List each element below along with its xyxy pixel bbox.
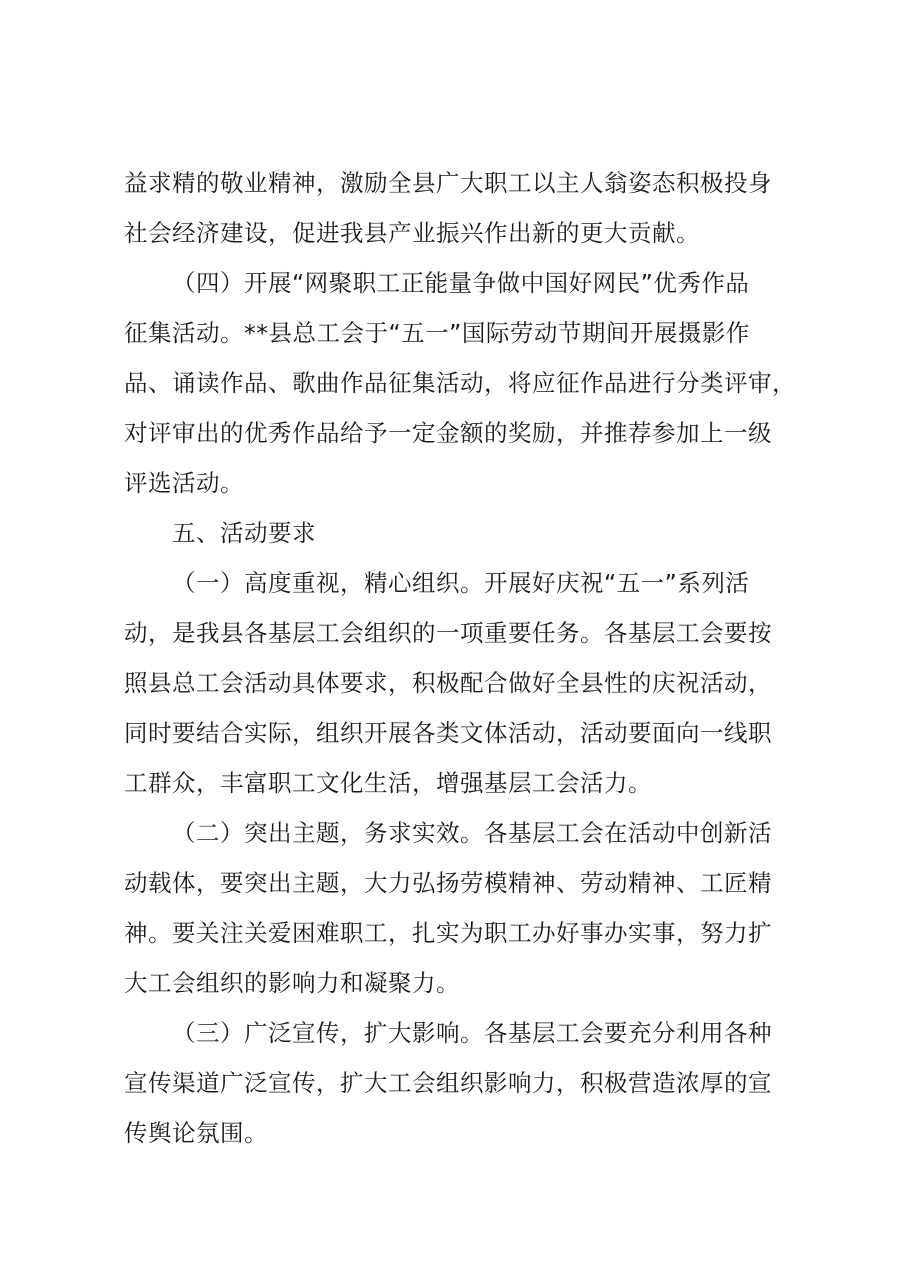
body-text-line: 动载体，要突出主题，大力弘扬劳模精神、劳动精神、工匠精: [124, 869, 772, 897]
paragraph-heading-2: （二）突出主题，务求实效。各基层工会在活动中创新活: [172, 819, 772, 847]
body-text-line: 工群众，丰富职工文化生活，增强基层工会活力。: [124, 769, 652, 797]
body-text-line: 评选活动。: [124, 469, 244, 497]
body-text-line: 照县总工会活动具体要求，积极配合做好全县性的庆祝活动，: [124, 669, 772, 697]
body-text-line: 同时要结合实际，组织开展各类文体活动，活动要面向一线职: [124, 719, 772, 747]
body-text-line: 神。要关注关爱困难职工，扎实为职工办好事办实事，努力扩: [124, 919, 772, 947]
body-text-line: 益求精的敬业精神，激励全县广大职工以主人翁姿态积极投身: [124, 169, 772, 197]
paragraph-heading-4: （四）开展“网聚职工正能量争做中国好网民”优秀作品: [172, 269, 750, 297]
section-heading: 五、活动要求: [172, 519, 316, 547]
paragraph-heading-3: （三）广泛宣传，扩大影响。各基层工会要充分利用各种: [172, 1019, 772, 1047]
body-text-line: 对评审出的优秀作品给予一定金额的奖励，并推荐参加上一级: [124, 419, 772, 447]
body-text-line: 征集活动。**县总工会于“五一”国际劳动节期间开展摄影作: [124, 319, 750, 347]
body-text-line: 传舆论氛围。: [124, 1119, 268, 1147]
body-text-line: 宣传渠道广泛宣传，扩大工会组织影响力，积极营造浓厚的宣: [124, 1069, 772, 1097]
body-text-line: 品、诵读作品、歌曲作品征集活动，将应征作品进行分类评审，: [124, 369, 796, 397]
paragraph-heading-1: （一）高度重视，精心组织。开展好庆祝“五一”系列活: [172, 569, 750, 597]
body-text-line: 动，是我县各基层工会组织的一项重要任务。各基层工会要按: [124, 619, 772, 647]
body-text-line: 社会经济建设，促进我县产业振兴作出新的更大贡献。: [124, 219, 700, 247]
body-text-line: 大工会组织的影响力和凝聚力。: [124, 969, 460, 997]
